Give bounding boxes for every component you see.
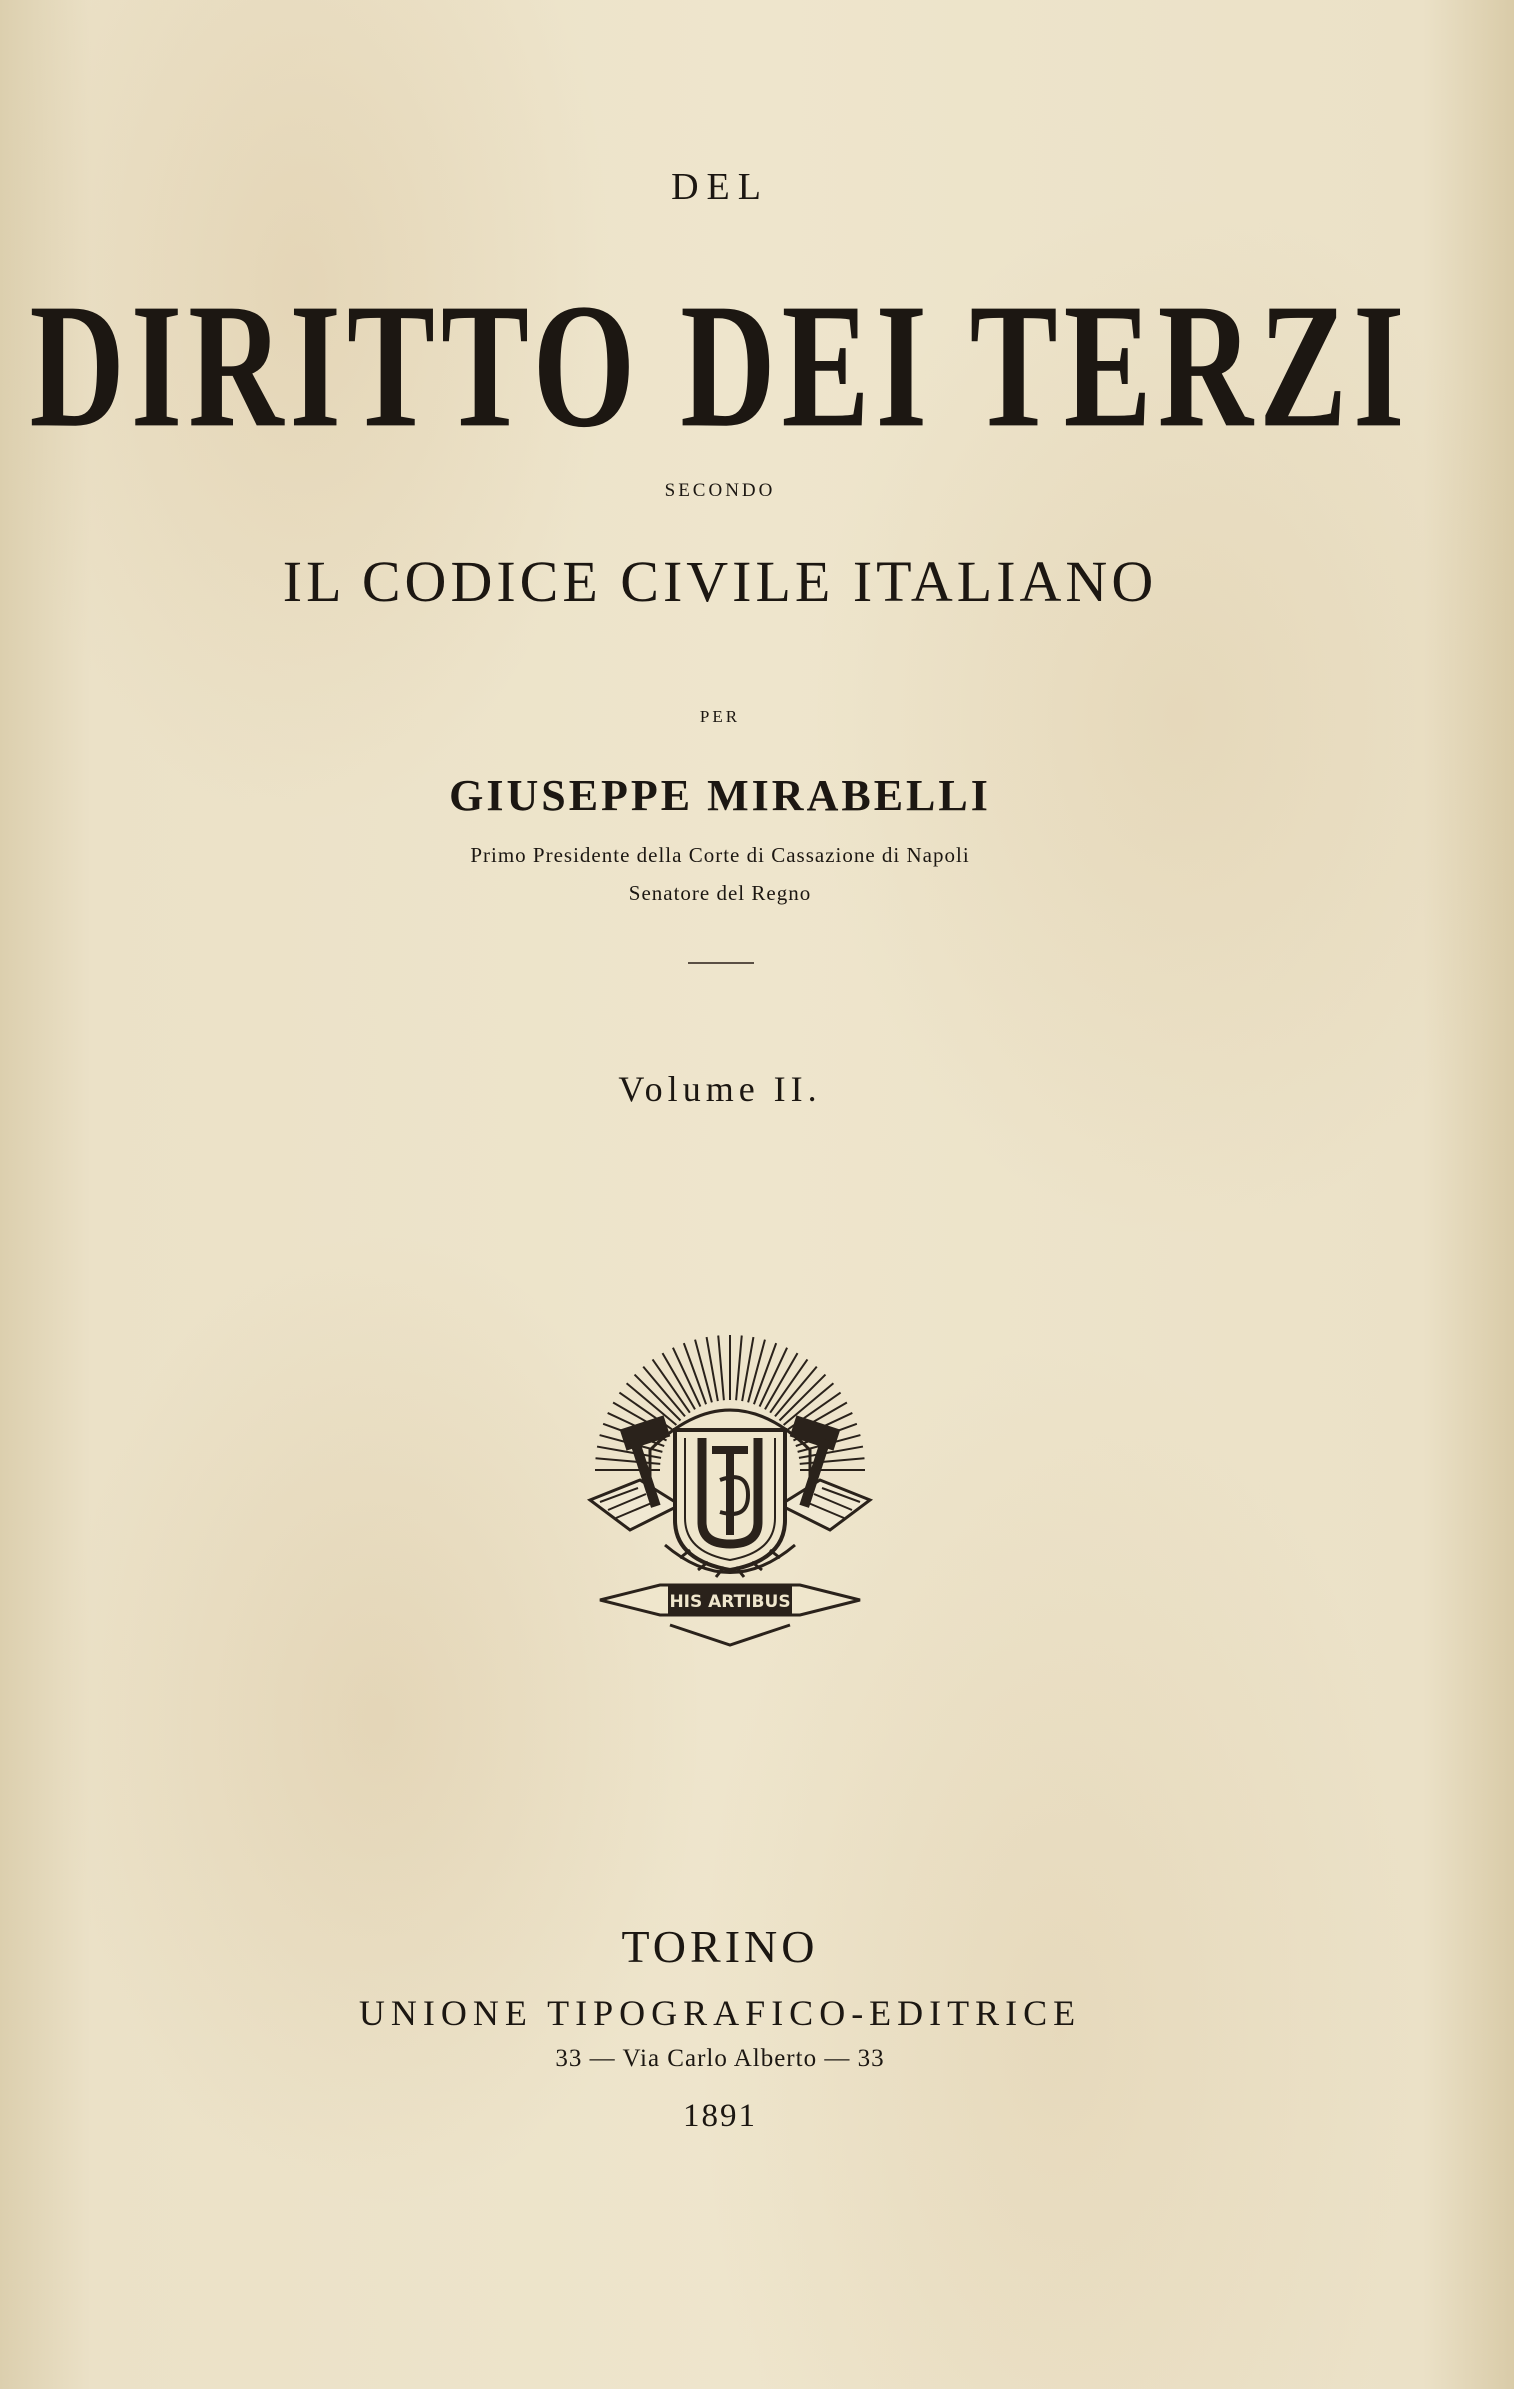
divider-rule [688, 962, 754, 964]
imprint-year: 1891 [683, 2098, 757, 2134]
title-prefix: DEL [671, 166, 769, 208]
sunburst-ray [627, 1383, 677, 1425]
motto-ribbon [600, 1584, 860, 1616]
sunburst-ray [718, 1336, 724, 1401]
volume-number: Volume II. [618, 1069, 822, 1109]
sunburst-ray [643, 1367, 685, 1417]
author-role: Primo Presidente della Corte di Cassazione di Napoli [470, 843, 970, 867]
motto-text: HIS ARTIBUS [669, 1592, 791, 1612]
title-connector: SECONDO [664, 480, 776, 501]
open-book-right-icon [780, 1480, 870, 1530]
imprint-publisher: UNIONE TIPOGRAFICO-EDITRICE [358, 1993, 1082, 2033]
book-title: DIRITTO DEI TERZI [29, 266, 1411, 465]
open-book-left-icon [590, 1480, 680, 1530]
book-subtitle: IL CODICE CIVILE ITALIANO [282, 549, 1158, 614]
author-title: Senatore del Regno [628, 881, 812, 905]
sunburst-ray [784, 1383, 834, 1425]
imprint-city: TORINO [621, 1921, 819, 1972]
publisher-emblem-icon [580, 1330, 880, 1650]
sunburst-ray [775, 1367, 817, 1417]
imprint-address: 33 — Via Carlo Alberto — 33 [555, 2045, 885, 2072]
sunburst-ray [635, 1375, 681, 1421]
monogram-shield-icon [675, 1430, 785, 1570]
author-name: GIUSEPPE MIRABELLI [449, 771, 991, 820]
sunburst-ray [736, 1336, 742, 1401]
author-preposition: PER [699, 707, 741, 726]
sunburst-ray [779, 1375, 825, 1421]
